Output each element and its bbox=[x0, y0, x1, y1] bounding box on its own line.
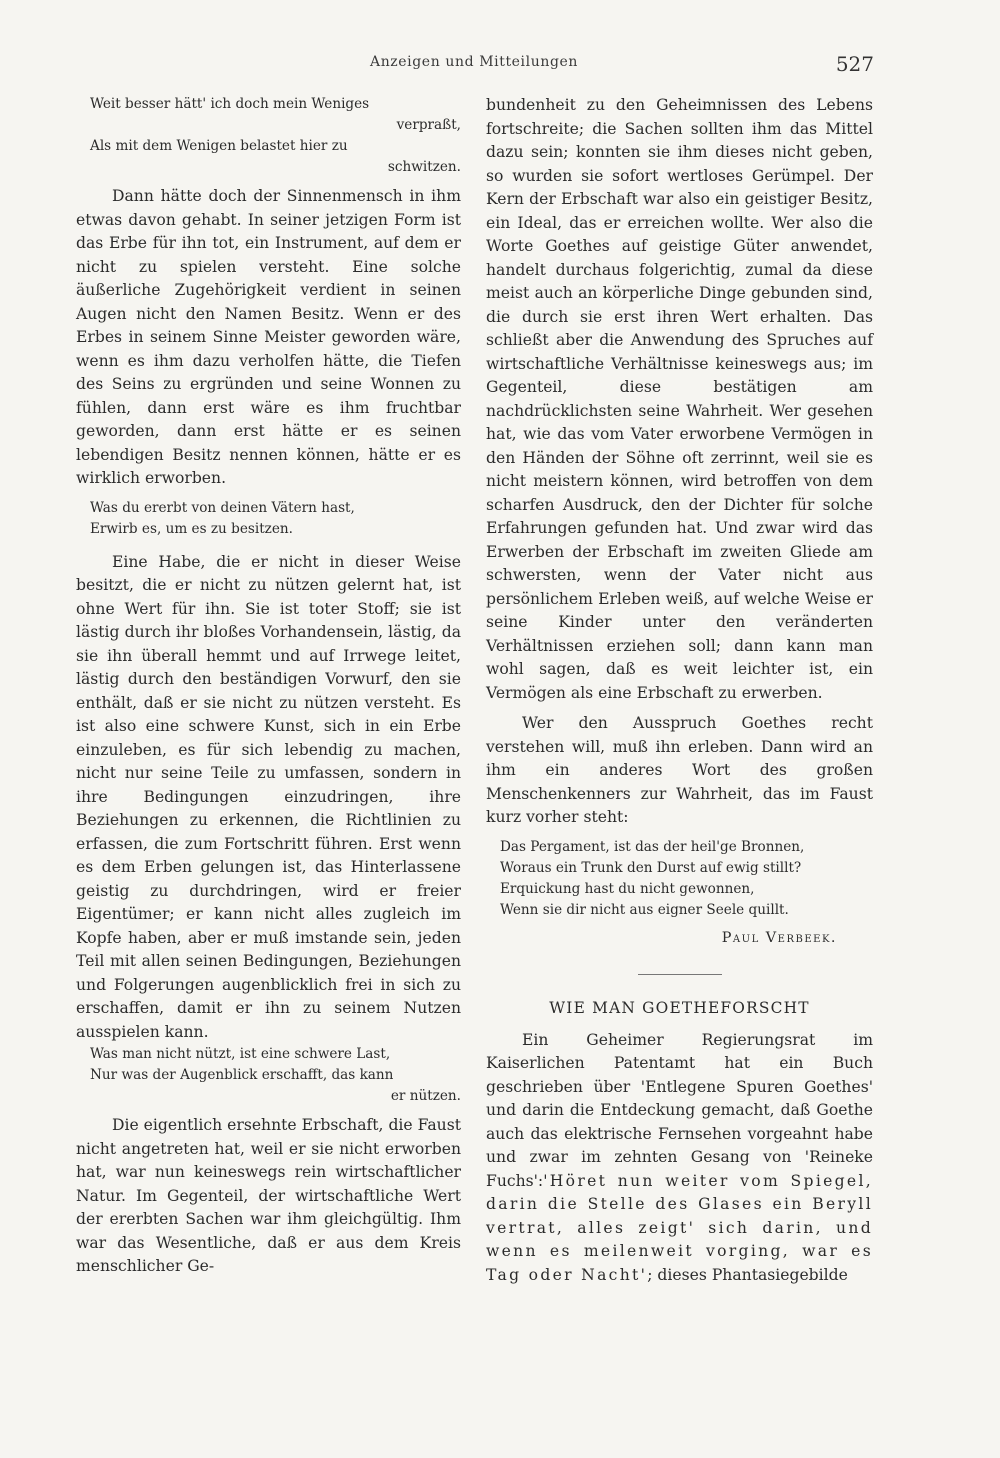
paragraph-text: Ein Geheimer Regierungsrat im Kaiserlichen Patentamt hat ein Buch geschrieben über 'Entlegene Spuren Goethes' und darin die Entdeckung gemacht, daß Goethe auch das elektrische Fernsehen vorgeahnt habe und zwar im zehnten Gesang von 'Reineke Fuchs': bbox=[486, 1030, 873, 1190]
verse-line: Wenn sie dir nicht aus eigner Seele quillt. bbox=[500, 901, 789, 918]
verse-line: Woraus ein Trunk den Durst auf ewig stillt? bbox=[500, 859, 802, 876]
verse-line: er nützen. bbox=[390, 1088, 461, 1104]
section-heading: WIE MAN GOETHEFORSCHT bbox=[549, 999, 810, 1017]
verse-line: Was du ererbt von deinen Vätern hast, bbox=[90, 499, 355, 516]
verse-line: Als mit dem Wenigen belastet hier zu bbox=[90, 138, 348, 154]
spaced-quote: 'Höret nun weiter vom Spiegel, darin die Stelle des Glases ein Beryll vertrat, alles zeigt' sich darin, und wenn es meilenweit vorging, war es Tag oder Nacht' bbox=[486, 1171, 873, 1284]
verse-line: Das Pergament, ist das der heil'ge Bronnen, bbox=[500, 838, 805, 855]
verse-quote-1 bbox=[76, 94, 461, 178]
page-number: 527 bbox=[835, 52, 874, 76]
verse-line: Weit besser hätt' ich doch mein Weniges bbox=[90, 96, 370, 112]
paragraph: Die eigentlich ersehnte Erbschaft, die Faust nicht angetreten hat, weil er sie nicht erworben hat, war nun keineswegs rein wirtschaftlicher Natur. Im Gegenteil, der wirtschaftliche Wert der ererbten Sachen war ihm gleichgültig. Ihm war das Wesentliche, daß er aus dem Kreis menschlicher Ge- bbox=[76, 1116, 461, 1275]
paragraph: Dann hätte doch der Sinnenmensch in ihm etwas davon gehabt. In seiner jetzigen Form ist das Erbe für ihn tot, ein Instrument, auf dem er nicht zu spielen versteht. Eine solche äußerliche Zugehörigkeit verdient in seinen Augen nicht den Namen Besitz. Wenn er des Erbes in seinem Sinne Meister geworden wäre, wenn es ihm dazu verholfen hätte, die Tiefen des Seins zu ergründen und seine Wonnen zu fühlen, dann erst wäre es ihm fruchtbar geworden, dann erst hätte er es seinen lebendigen Besitz nennen können, hätte er es wirklich erworben. bbox=[76, 187, 461, 487]
paragraph-text: ; dieses Phantasiegebilde bbox=[647, 1265, 848, 1284]
author-signature: Paul Verbeek. bbox=[721, 929, 837, 946]
verse-quote-faust bbox=[486, 837, 873, 921]
paragraph: Eine Habe, die er nicht in dieser Weise besitzt, die er nicht zu nützen gelernt hat, ist ohne Wert für ihn. Sie ist toter Stoff; sie ist lästig durch ihr bloßes Vorhandensein, lästig, da sie ihn überall hemmt und auf Irrwege leitet, lästig durch den beständigen Vorwurf, den sie enthält, daß er sie nicht zu nützen versteht. Es ist also eine schwere Kunst, sich in ein Erbe einzuleben, es für sich lebendig zu machen, nicht nur seine Teile zu umfassen, sondern in ihre Bedingungen einzudringen, ihre Beziehungen zu erkennen, die Richtlinien zu erfassen, die zum Fortschritt führen. Erst wenn es dem Erben gelungen ist, das Hinterlassene geistig zu durchdringen, wird er freier Eigentümer; er kann nicht alles zugleich im Kopfe haben, aber er muß imstande sein, jeden Teil mit allen seinen Bedingungen, Beziehungen und Folgerungen augenblicklich frei in sich zu erschaffen, damit er ihn zu seinem Nutzen ausspielen kann. bbox=[76, 552, 461, 1041]
verse-quote-3 bbox=[76, 1044, 461, 1107]
paragraph: bundenheit zu den Geheimnissen des Lebens fortschreite; die Sachen sollten ihm das Mittel dazu sein; konnten sie ihm dieses nicht geben, so wurden sie sofort wertloses Gerümpel. Der Kern der Erbschaft war also ein geistiger Besitz, ein Ideal, das er erreichen wollte. Wer also die Worte Goethes auf geistige Güter anwendet, handelt durchaus folgerichtig, zumal da diese meist auch an körperliche Dinge gebunden sind, die durch sie erst ihren Wert erhalten. Das schließt aber die Anwendung des Spruches auf wirtschaftliche Verhältnisse keineswegs aus; im Gegenteil, diese bestätigen am nachdrücklichsten seine Wahrheit. Wer gesehen hat, wie das vom Vater erworbene Vermögen in den Händen der Söhne oft zerrinnt, weil sie es nicht meistern können, wird betroffen von dem scharfen Ausdruck, den der Dichter für solche Erfahrungen gefunden hat. Und zwar wird das Erwerben der Erbschaft im zweiten Gliede am schwersten, wenn der Vater nicht aus persönlichem Erleben weiß, auf welche Weise er seine Kinder unter den veränderten Verhältnissen erziehen soll; dann kann man wohl sagen, daß es weit leichter ist, ein Vermögen als eine Erbschaft zu erwerben. bbox=[486, 96, 873, 702]
left-column bbox=[76, 94, 461, 1279]
paragraph bbox=[486, 1029, 873, 1288]
verse-line: Erwirb es, um es zu besitzen. bbox=[90, 520, 293, 537]
verse-line: schwitzen. bbox=[387, 159, 461, 175]
verse-line: Erquickung hast du nicht gewonnen, bbox=[500, 880, 755, 897]
verse-quote-2 bbox=[76, 498, 461, 540]
right-column bbox=[486, 94, 873, 1287]
verse-line: Was man nicht nützt, ist eine schwere Last, bbox=[90, 1046, 391, 1062]
paragraph: Wer den Ausspruch Goethes recht verstehen will, muß ihn erleben. Dann wird an ihm ein anderes Wort des großen Menschenkenners zur Wahrheit, das im Faust kurz vorher steht: bbox=[486, 714, 873, 826]
section-divider bbox=[638, 974, 722, 975]
page-header bbox=[74, 52, 874, 78]
running-head: Anzeigen und Mitteilungen bbox=[369, 54, 579, 70]
verse-line: verpraßt, bbox=[396, 117, 461, 133]
verse-line: Nur was der Augenblick erschafft, das kann bbox=[90, 1067, 394, 1083]
